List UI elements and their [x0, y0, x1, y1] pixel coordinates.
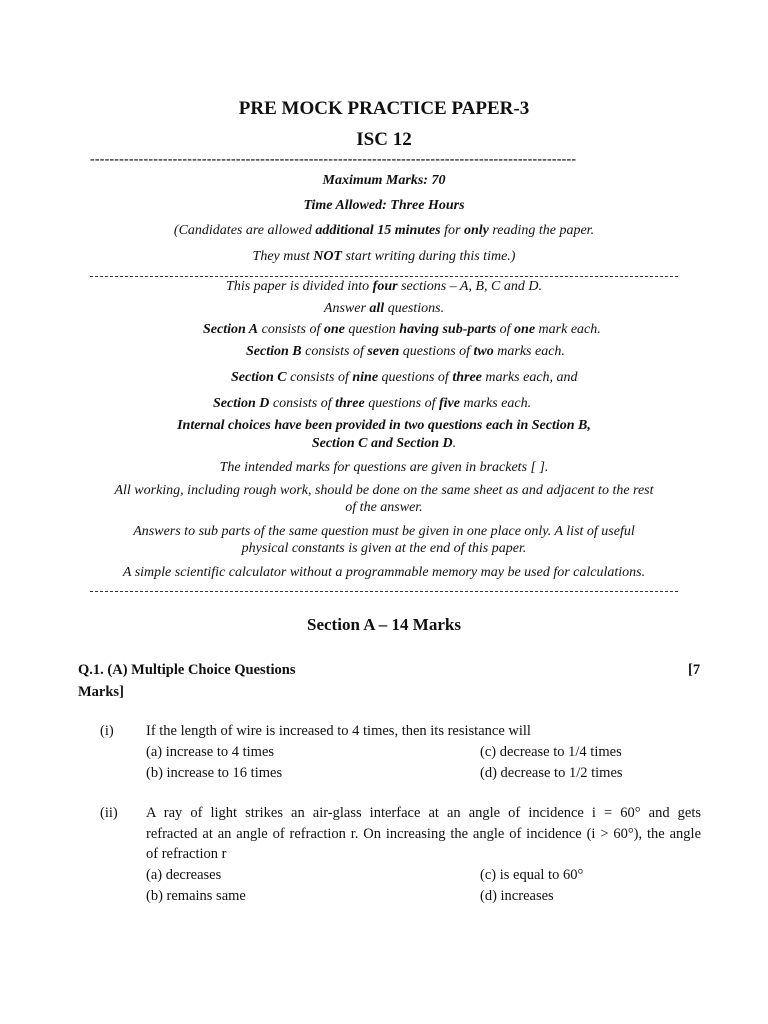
instruction-answer-all: Answer all questions. — [323, 301, 445, 316]
option-b: (b) remains same — [146, 888, 246, 904]
option-b: (b) increase to 16 times — [146, 765, 283, 781]
dash-rule: ---------------------------------------------------------------------------------------------------- — [90, 152, 577, 167]
instruction-section-b: Section B consists of seven questions of two marks each. — [246, 344, 565, 359]
instruction-subparts-1: Answers to sub parts of the same question must be given in one place only. A list of useful — [133, 524, 635, 539]
option-a: (a) increase to 4 times — [146, 744, 275, 760]
max-marks: Maximum Marks: 70 — [322, 173, 446, 188]
divider-top — [90, 276, 678, 277]
writing-note: They must NOT start writing during this time.) — [252, 249, 516, 264]
question-number: (i) — [100, 723, 114, 739]
instruction-calculator: A simple scientific calculator without a programmable memory may be used for calculations. — [122, 565, 646, 580]
q1-label: Q.1. (A) Multiple Choice Questions — [78, 662, 296, 678]
instruction-brackets: The intended marks for questions are given in brackets [ ]. — [219, 460, 549, 475]
question-number: (ii) — [100, 805, 118, 821]
instruction-section-d: Section D consists of three questions of five marks each. — [213, 396, 532, 411]
paper-title: PRE MOCK PRACTICE PAPER-3 — [238, 98, 530, 119]
option-d: (d) decrease to 1/2 times — [480, 765, 623, 781]
instruction-section-a: Section A consists of one question having sub-parts of one mark each. — [203, 322, 601, 337]
question-text-line3: of refraction r — [146, 846, 227, 862]
option-c: (c) is equal to 60° — [480, 867, 584, 883]
q1-marks-continued: Marks] — [78, 684, 124, 700]
instruction-subparts-2: physical constants is given at the end of this paper. — [241, 541, 527, 556]
instruction-internal-choices-1: Internal choices have been provided in two questions each in Section B, — [177, 418, 591, 433]
instruction-working-1: All working, including rough work, should be done on the same sheet as and adjacent to the rest — [114, 483, 654, 498]
option-c: (c) decrease to 1/4 times — [480, 744, 622, 760]
question-text-line2: refracted at an angle of refraction r. On increasing the angle of incidence (i > 60°), the angle — [146, 826, 701, 842]
instruction-section-c: Section C consists of nine questions of three marks each, and — [231, 370, 578, 385]
instruction-internal-choices-2: Section C and Section D. — [311, 436, 457, 451]
option-a: (a) decreases — [146, 867, 222, 883]
instruction-sections: This paper is divided into four sections – A, B, C and D. — [226, 279, 542, 294]
divider-bottom — [90, 591, 678, 592]
time-allowed: Time Allowed: Three Hours — [303, 198, 465, 213]
reading-time-note: (Candidates are allowed additional 15 minutes for only reading the paper. — [173, 223, 595, 238]
paper-class: ISC 12 — [356, 129, 412, 150]
question-text: If the length of wire is increased to 4 times, then its resistance will — [146, 723, 531, 739]
section-a-heading: Section A – 14 Marks — [307, 615, 461, 634]
question-text-line1: A ray of light strikes an air-glass interface at an angle of incidence i = 60° and gets — [146, 805, 701, 821]
instruction-working-2: of the answer. — [345, 500, 423, 515]
option-d: (d) increases — [480, 888, 554, 904]
q1-marks: [7 — [688, 662, 701, 678]
